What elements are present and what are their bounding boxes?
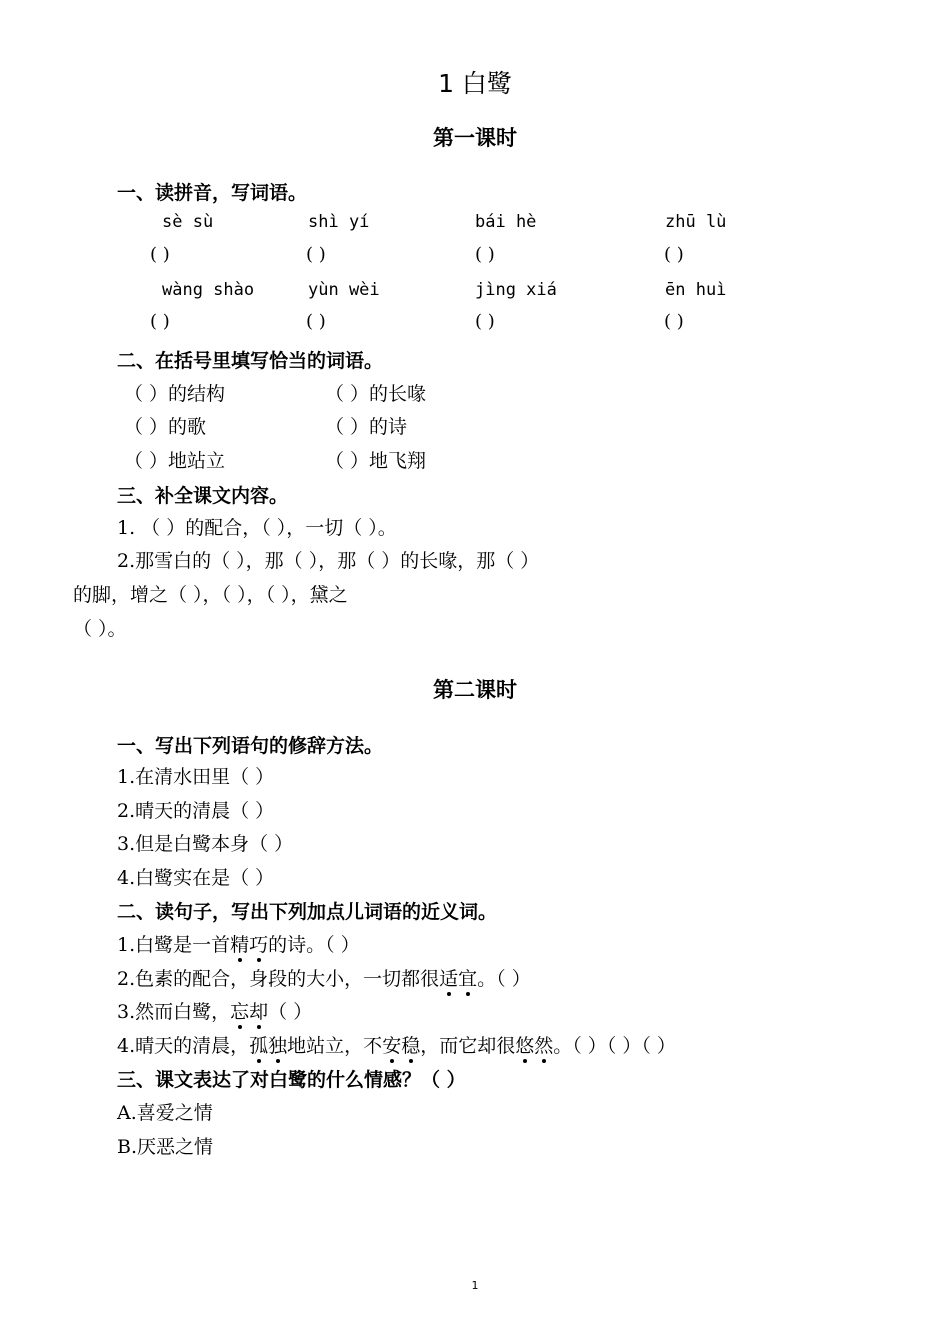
dotted-char: 宜 [458,964,477,991]
dotted-char: 独 [268,1031,287,1058]
dotted-char: 忘 [230,997,249,1024]
answer-blank[interactable]: ( ) [150,311,170,332]
answer-blank[interactable]: ( ) [664,244,684,265]
answer-blank[interactable]: ( ) [306,244,326,265]
dotted-char: 巧 [249,930,268,957]
pinyin-wangshao: wàng shào [162,280,255,300]
l1-q1-title: 一、读拼音，写词语。 [117,182,308,204]
text-line-1: 1. （ ）的配合，（ ），一切（ ）。 [117,517,397,539]
rhetoric-item-1: 1.在清水田里（ ） [117,766,275,788]
pinyin-yunwei: yùn wèi [308,280,380,300]
l2-q3-title: 三、课文表达了对白鹭的什么情感？（ ） [117,1069,466,1091]
rhetoric-item-3: 3.但是白鹭本身（ ） [117,833,294,855]
dotted-char: 却 [249,997,268,1024]
dotted-char: 精 [230,930,249,957]
l2-q1-title: 一、写出下列语句的修辞方法。 [117,735,384,757]
fill-beak: （ ）的长喙 [325,383,427,405]
dotted-char: 稳 [401,1031,420,1058]
lesson-2-heading: 第二课时 [433,678,517,702]
synonym-sentence-3 [117,997,312,1024]
pinyin-enhui: ēn huì [665,280,727,300]
fill-poem: （ ）的诗 [325,416,408,438]
option-b[interactable]: B.厌恶之情 [117,1136,214,1158]
page-title: 1 白鹭 [438,69,512,98]
fill-structure: （ ）的结构 [124,383,226,405]
fill-song: （ ）的歌 [124,416,207,438]
answer-blank[interactable]: ( ) [475,311,495,332]
dotted-char: 安 [382,1031,401,1058]
option-a[interactable]: A.喜爱之情 [117,1102,213,1124]
pinyin-jingxia: jìng xiá [475,280,557,300]
answer-blank[interactable]: ( ) [306,311,326,332]
sentence-text: 3.然而白鹭， [117,1001,231,1023]
rhetoric-item-4: 4.白鹭实在是（ ） [117,867,275,889]
rhetoric-item-2: 2.晴天的清晨（ ） [117,800,275,822]
sentence-text: 的诗。（ ） [268,934,360,956]
dotted-char: 然 [534,1031,553,1058]
l1-q2-title: 二、在括号里填写恰当的词语。 [117,350,384,372]
sentence-text: （ ） [268,1001,313,1023]
page-number: 1 [471,1279,479,1292]
synonym-sentence-1 [117,930,360,957]
lesson-1-heading: 第一课时 [433,126,517,150]
l2-q2-title: 二、读句子，写出下列加点儿词语的近义词。 [117,901,498,923]
sentence-text: 2.色素的配合，身段的大小，一切都很 [117,968,440,990]
sentence-text: ，而它却很 [420,1035,516,1057]
dotted-char: 悠 [515,1031,534,1058]
text-line-2c: （ ）。 [73,618,127,640]
dotted-char: 适 [439,964,458,991]
l1-q3-title: 三、补全课文内容。 [117,485,289,507]
text-line-2a: 2.那雪白的（ ），那（ ），那（ ）的长喙，那（ ） [117,550,540,572]
pinyin-baihe: bái hè [475,212,537,232]
text-line-2b: 的脚，增之（ ），（ ），（ ），黛之 [73,584,348,606]
synonym-sentence-2 [117,964,531,991]
fill-fly: （ ）地飞翔 [325,450,427,472]
answer-blank[interactable]: ( ) [475,244,495,265]
sentence-text: 4.晴天的清晨， [117,1035,250,1057]
pinyin-zhulu: zhū lù [665,212,727,232]
dotted-char: 孤 [249,1031,268,1058]
answer-blank[interactable]: ( ) [150,244,170,265]
sentence-text: 1.白鹭是一首 [117,934,231,956]
pinyin-shiyi: shì yí [308,212,370,232]
sentence-text: 地站立，不 [287,1035,383,1057]
pinyin-sesu: sè sù [162,212,214,232]
answer-blank[interactable]: ( ) [664,311,684,332]
fill-stand: （ ）地站立 [124,450,226,472]
synonym-sentence-4 [117,1031,676,1058]
sentence-text: 。（ ）（ ）（ ） [553,1035,676,1057]
sentence-text: 。（ ） [477,968,531,990]
